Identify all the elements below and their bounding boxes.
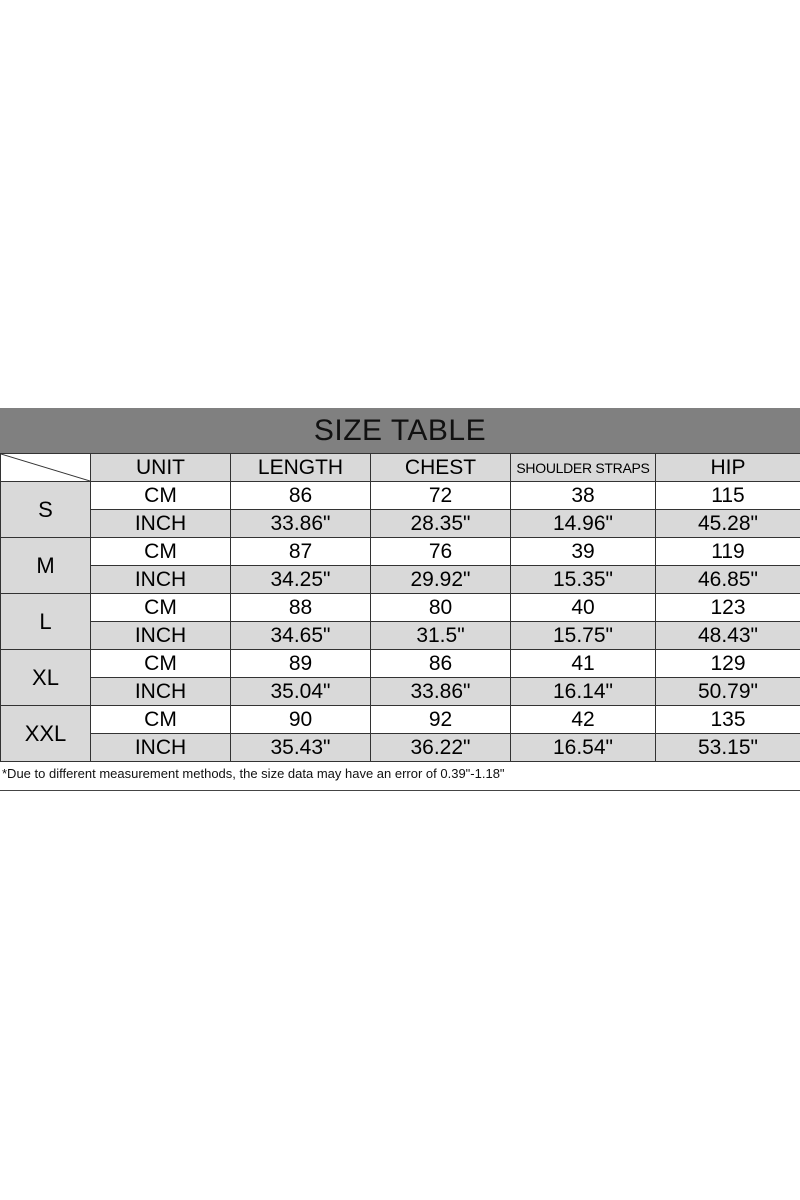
- table-row: [1, 510, 800, 538]
- value-cell: 89: [231, 650, 371, 678]
- value-cell: 90: [231, 706, 371, 734]
- value-cell: 34.25": [231, 566, 371, 594]
- value-cell: 42: [511, 706, 656, 734]
- value-cell: 115: [656, 482, 800, 510]
- value-cell: 15.75": [511, 622, 656, 650]
- value-cell: 86: [231, 482, 371, 510]
- value-cell: 33.86": [371, 678, 511, 706]
- size-label: XL: [1, 650, 91, 706]
- table-row: [1, 650, 800, 678]
- size-label: XXL: [1, 706, 91, 762]
- value-cell: 16.14": [511, 678, 656, 706]
- size-table-title: SIZE TABLE: [0, 408, 800, 453]
- header-row: [1, 454, 800, 482]
- header-hip: HIP: [656, 454, 800, 482]
- value-cell: 48.43": [656, 622, 800, 650]
- value-cell: 15.35": [511, 566, 656, 594]
- size-label: L: [1, 594, 91, 650]
- header-shoulder-straps: SHOULDER STRAPS: [511, 454, 656, 482]
- table-row: [1, 538, 800, 566]
- value-cell: 39: [511, 538, 656, 566]
- unit-cell: CM: [91, 650, 231, 678]
- value-cell: 34.65": [231, 622, 371, 650]
- value-cell: 80: [371, 594, 511, 622]
- value-cell: 53.15": [656, 734, 800, 762]
- table-row: [1, 594, 800, 622]
- value-cell: 129: [656, 650, 800, 678]
- unit-cell: CM: [91, 594, 231, 622]
- table-body: [1, 482, 800, 762]
- value-cell: 41: [511, 650, 656, 678]
- size-label: S: [1, 482, 91, 538]
- diagonal-divider: [1, 454, 90, 481]
- unit-cell: CM: [91, 706, 231, 734]
- table-row: [1, 706, 800, 734]
- size-label: M: [1, 538, 91, 594]
- value-cell: 45.28": [656, 510, 800, 538]
- unit-cell: INCH: [91, 510, 231, 538]
- unit-cell: CM: [91, 538, 231, 566]
- value-cell: 35.43": [231, 734, 371, 762]
- value-cell: 28.35": [371, 510, 511, 538]
- value-cell: 31.5": [371, 622, 511, 650]
- corner-cell: [1, 454, 91, 482]
- measurement-note: *Due to different measurement methods, the size data may have an error of 0.39"-1.18": [2, 766, 505, 781]
- table-row: [1, 678, 800, 706]
- value-cell: 14.96": [511, 510, 656, 538]
- value-cell: 38: [511, 482, 656, 510]
- unit-cell: INCH: [91, 566, 231, 594]
- unit-cell: CM: [91, 482, 231, 510]
- value-cell: 72: [371, 482, 511, 510]
- bottom-divider: [0, 790, 800, 791]
- value-cell: 92: [371, 706, 511, 734]
- value-cell: 46.85": [656, 566, 800, 594]
- table-row: [1, 734, 800, 762]
- header-length: LENGTH: [231, 454, 371, 482]
- unit-cell: INCH: [91, 622, 231, 650]
- value-cell: 76: [371, 538, 511, 566]
- value-cell: 36.22": [371, 734, 511, 762]
- value-cell: 119: [656, 538, 800, 566]
- value-cell: 35.04": [231, 678, 371, 706]
- value-cell: 29.92": [371, 566, 511, 594]
- value-cell: 16.54": [511, 734, 656, 762]
- table-row: [1, 482, 800, 510]
- table-row: [1, 566, 800, 594]
- value-cell: 88: [231, 594, 371, 622]
- value-cell: 86: [371, 650, 511, 678]
- unit-cell: INCH: [91, 734, 231, 762]
- value-cell: 135: [656, 706, 800, 734]
- value-cell: 33.86": [231, 510, 371, 538]
- unit-cell: INCH: [91, 678, 231, 706]
- table-row: [1, 622, 800, 650]
- value-cell: 123: [656, 594, 800, 622]
- header-chest: CHEST: [371, 454, 511, 482]
- value-cell: 50.79": [656, 678, 800, 706]
- size-table: [0, 453, 800, 762]
- value-cell: 40: [511, 594, 656, 622]
- header-unit: UNIT: [91, 454, 231, 482]
- value-cell: 87: [231, 538, 371, 566]
